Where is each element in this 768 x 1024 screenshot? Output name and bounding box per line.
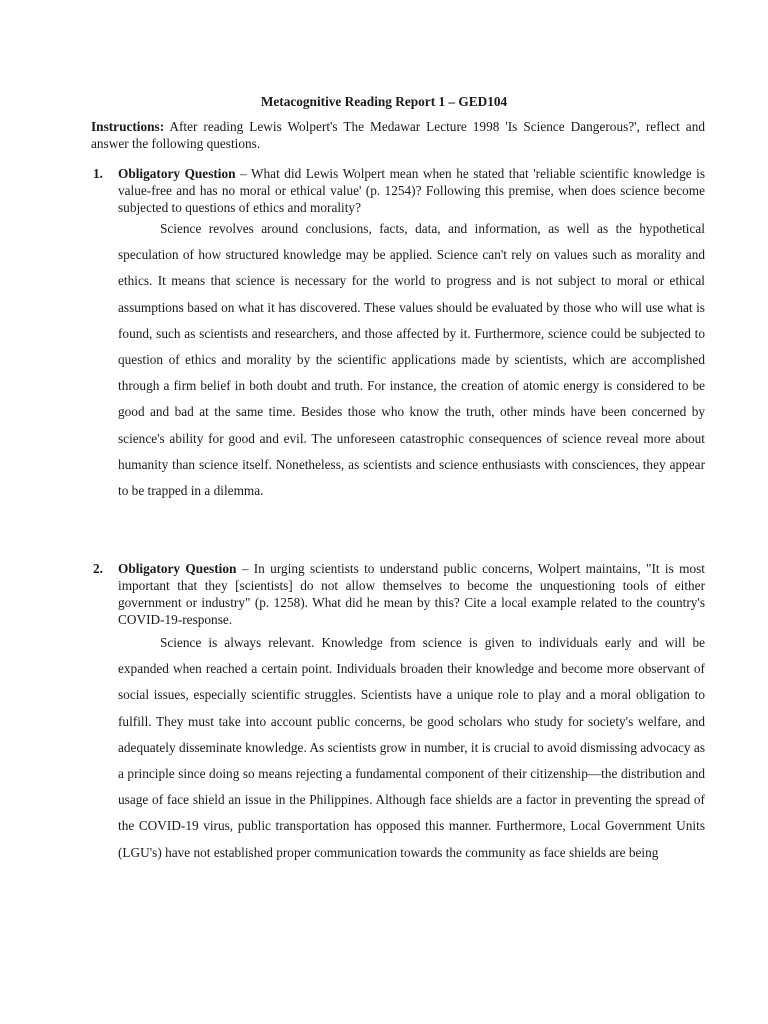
answer-1: Science revolves around conclusions, facts, data, and information, as well as the hypothetical speculation of how structured knowledge may be applied. Science can't rely on values such as morality and ethics. It means that science is necessary for the world to progress and is not subject to moral or ethical assumptions based on what it has discovered. These values should be evaluated by those who will use what is found, such as scientists and researchers, and those affected by it. Furthermore, science could be subjected to question of ethics and morality by the scientific applications made by scientists, which are accomplished through a firm belief in both doubt and truth. For instance, the creation of atomic energy is considered to be good and bad at the same time. Besides those who know the truth, other minds have been concerned by science's ability for good and evil. The unforeseen catastrophic consequences of science reveal more about humanity than science itself. Nonetheless, as scientists and science enthusiasts with consciences, they appear to be trapped in a dilemma.	[118, 221, 705, 499]
document-title: Metacognitive Reading Report 1 – GED104	[260, 94, 508, 109]
instructions-text: After reading Lewis Wolpert's The Medawar Lecture 1998 'Is Science Dangerous?', reflect and answer the following questions.	[91, 119, 705, 151]
question-2-label: Obligatory Question	[118, 561, 237, 576]
question-1-label: Obligatory Question	[118, 166, 236, 181]
question-2-prompt	[118, 560, 705, 628]
answer-2: Science is always relevant. Knowledge from science is given to individuals early and will be expanded when reached a certain point. Individuals broaden their knowledge and become more observant of social issues, especially scientific struggles. Scientists have a unique role to play and a moral obligation to fulfill. They must take into account public concerns, be good scholars who study for society's welfare, and adequately disseminate knowledge. As scientists grow in number, it is crucial to avoid dismissing advocacy as a principle since doing so means rejecting a fundamental component of their citizenship—the distribution and usage of face shield an issue in the Philippines. Although face shields are a factor in preventing the spread of the COVID-19 virus, public transportation has opposed this manner. Furthermore, Local Government Units (LGU's) have not established proper communication towards the community as face shields are being	[118, 635, 705, 860]
question-1-prompt	[118, 165, 705, 216]
question-2-text: – In urging scientists to understand public concerns, Wolpert maintains, "It is most important that they [scientists] do not allow themselves to become the unquestioning tools of either government or industry" (p. 1258). What did he mean by this? Cite a local example related to the country's COVID-19-response.	[118, 561, 705, 627]
question-1-number: 1.	[93, 166, 103, 181]
instructions	[91, 118, 705, 152]
instructions-label: Instructions:	[91, 119, 165, 134]
question-1-text: – What did Lewis Wolpert mean when he stated that 'reliable scientific knowledge is value-free and has no moral or ethical value' (p. 1254)? Following this premise, when does science become subjected to questions of ethics and morality?	[118, 166, 705, 215]
question-2-number: 2.	[93, 561, 103, 576]
